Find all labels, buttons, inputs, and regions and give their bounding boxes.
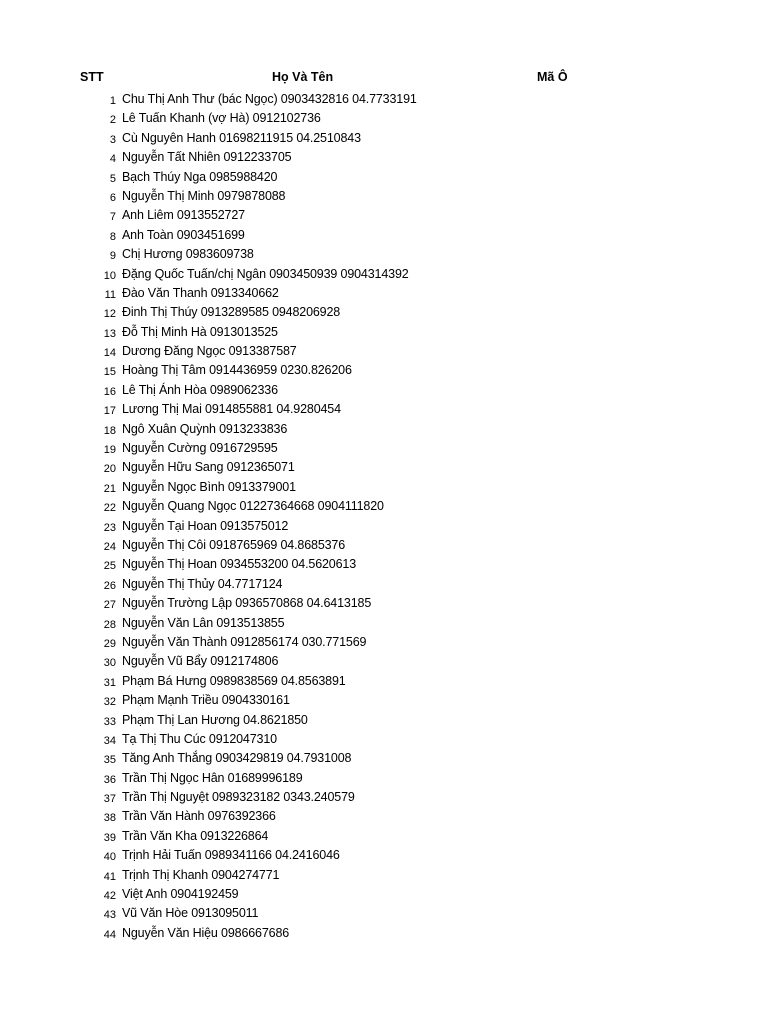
table-row [0,439,768,458]
row-number: 34 [103,734,116,747]
table-row [0,594,768,613]
row-number: 29 [103,637,116,650]
row-contact: Bạch Thúy Nga 0985988420 [122,169,278,184]
table-row [0,303,768,322]
table-row [0,904,768,923]
row-number: 12 [103,308,116,321]
table-row [0,109,768,128]
row-number: 36 [103,773,116,786]
table-row [0,226,768,245]
table-row [0,652,768,671]
row-number: 43 [103,909,116,922]
row-contact: Đặng Quốc Tuấn/chị Ngân 0903450939 0904314392 [122,266,409,281]
table-row [0,749,768,768]
table-row [0,187,768,206]
table-row [0,924,768,943]
row-contact: Chị Hương 0983609738 [122,247,254,262]
table-row [0,323,768,342]
row-number: 28 [103,618,116,631]
row-contact: Nguyễn Hữu Sang 0912365071 [122,460,295,475]
row-contact: Nguyễn Văn Thành 0912856174 030.771569 [122,634,367,649]
row-contact: Nguyễn Vũ Bẩy 0912174806 [122,654,279,669]
table-row [0,361,768,380]
row-contact: Nguyễn Văn Lân 0913513855 [122,615,285,630]
row-number: 1 [109,95,116,107]
table-row [0,614,768,633]
row-number: 35 [103,754,116,767]
table-row [0,730,768,749]
row-contact: Nguyễn Thị Minh 0979878088 [122,188,286,203]
table-row [0,420,768,439]
row-contact: Lê Thị Ánh Hòa 0989062336 [122,382,278,397]
row-number: 9 [109,250,116,263]
row-number: 20 [103,463,116,476]
row-contact: Dương Đăng Ngọc 0913387587 [122,344,297,359]
row-number: 27 [103,599,116,612]
table-row [0,711,768,730]
row-number: 6 [109,191,116,204]
row-number: 17 [103,405,116,418]
row-number: 30 [103,657,116,670]
row-contact: Nguyễn Cường 0916729595 [122,441,278,456]
row-contact: Lê Tuấn Khanh (vợ Hà) 0912102736 [122,111,321,126]
table-row [0,827,768,846]
row-number: 42 [103,890,116,903]
table-row [0,846,768,865]
table-row [0,536,768,555]
row-number: 21 [103,482,116,495]
row-number: 44 [103,928,116,941]
row-contact: Trần Thị Ngọc Hân 01689996189 [122,770,303,785]
table-row [0,342,768,361]
row-contact: Trịnh Hải Tuấn 0989341166 04.2416046 [122,848,340,863]
row-number: 31 [103,676,116,689]
row-number: 40 [103,851,116,864]
row-contact: Phạm Mạnh Triều 0904330161 [122,693,290,708]
row-number: 26 [103,579,116,592]
table-row [0,458,768,477]
contact-list [0,90,768,943]
table-row [0,129,768,148]
row-contact: Trần Văn Hành 0976392366 [122,809,276,824]
header-stt: STT [80,70,104,84]
table-row [0,517,768,536]
table-row [0,381,768,400]
row-contact: Lương Thị Mai 0914855881 04.9280454 [122,402,341,417]
table-row [0,206,768,225]
row-contact: Việt Anh 0904192459 [122,887,239,902]
table-row [0,555,768,574]
table-row [0,90,768,109]
row-number: 22 [103,502,116,515]
table-row [0,245,768,264]
table-row [0,168,768,187]
row-contact: Anh Liêm 0913552727 [122,208,245,223]
row-number: 4 [109,153,116,166]
row-number: 5 [109,172,116,185]
row-contact: Nguyễn Ngọc Bình 0913379001 [122,479,296,494]
table-row [0,633,768,652]
table-row [0,284,768,303]
row-contact: Phạm Bá Hưng 0989838569 04.8563891 [122,673,346,688]
row-contact: Hoàng Thị Tâm 0914436959 0230.826206 [122,363,352,378]
row-contact: Ngô Xuân Quỳnh 0913233836 [122,421,288,436]
row-number: 13 [103,327,116,340]
row-number: 19 [103,444,116,457]
row-contact: Nguyễn Trường Lập 0936570868 04.6413185 [122,596,372,611]
row-number: 38 [103,812,116,825]
row-contact: Nguyễn Tại Hoan 0913575012 [122,518,289,533]
row-contact: Cù Nguyên Hanh 01698211915 04.2510843 [122,130,361,145]
row-contact: Nguyễn Tất Nhiên 0912233705 [122,150,292,165]
row-contact: Chu Thị Anh Thư (bác Ngọc) 0903432816 04.7733191 [122,92,417,106]
row-contact: Tăng Anh Thắng 0903429819 04.7931008 [122,751,352,766]
row-contact: Nguyễn Văn Hiệu 0986667686 [122,925,290,940]
table-row [0,691,768,710]
row-number: 7 [109,211,116,224]
row-number: 14 [103,347,116,360]
row-number: 10 [103,269,116,282]
row-contact: Nguyễn Thị Hoan 0934553200 04.5620613 [122,557,357,572]
header-row [0,70,768,88]
row-number: 33 [103,715,116,728]
table-row [0,265,768,284]
row-number: 16 [103,385,116,398]
row-contact: Trần Văn Kha 0913226864 [122,828,269,843]
table-row [0,575,768,594]
row-number: 32 [103,696,116,709]
row-number: 24 [103,540,116,553]
row-contact: Nguyễn Thị Thủy 04.7717124 [122,576,283,591]
row-contact: Trần Thị Nguyệt 0989323182 0343.240579 [122,790,355,805]
row-contact: Phạm Thị Lan Hương 04.8621850 [122,712,308,727]
table-row [0,769,768,788]
row-number: 11 [104,288,116,301]
table-row [0,672,768,691]
table-row [0,866,768,885]
header-name: Họ Và Tên [272,70,334,84]
header-code: Mã Ô [537,70,568,84]
row-number: 15 [103,366,116,379]
table-row [0,807,768,826]
row-contact: Đỗ Thị Minh Hà 0913013525 [122,324,278,339]
table-row [0,885,768,904]
row-number: 3 [109,133,116,146]
row-contact: Đinh Thị Thúy 0913289585 0948206928 [122,305,341,320]
row-contact: Vũ Văn Hòe 0913095011 [122,906,259,921]
row-contact: Tạ Thị Thu Cúc 0912047310 [122,731,277,746]
row-number: 23 [103,521,116,534]
row-contact: Nguyễn Quang Ngọc 01227364668 0904111820 [122,499,384,514]
table-row [0,148,768,167]
row-contact: Nguyễn Thị Côi 0918765969 04.8685376 [122,537,346,552]
table-row [0,788,768,807]
row-number: 41 [103,870,116,883]
row-number: 39 [103,831,116,844]
row-contact: Anh Toàn 0903451699 [122,227,245,242]
row-number: 2 [109,114,116,127]
row-number: 25 [103,560,116,573]
row-number: 18 [103,424,116,437]
row-contact: Trịnh Thị Khanh 0904274771 [122,867,280,882]
table-row [0,400,768,419]
row-number: 8 [109,230,116,243]
table-row [0,478,768,497]
table-row [0,497,768,516]
row-contact: Đào Văn Thanh 0913340662 [122,285,279,300]
row-number: 37 [103,793,116,806]
